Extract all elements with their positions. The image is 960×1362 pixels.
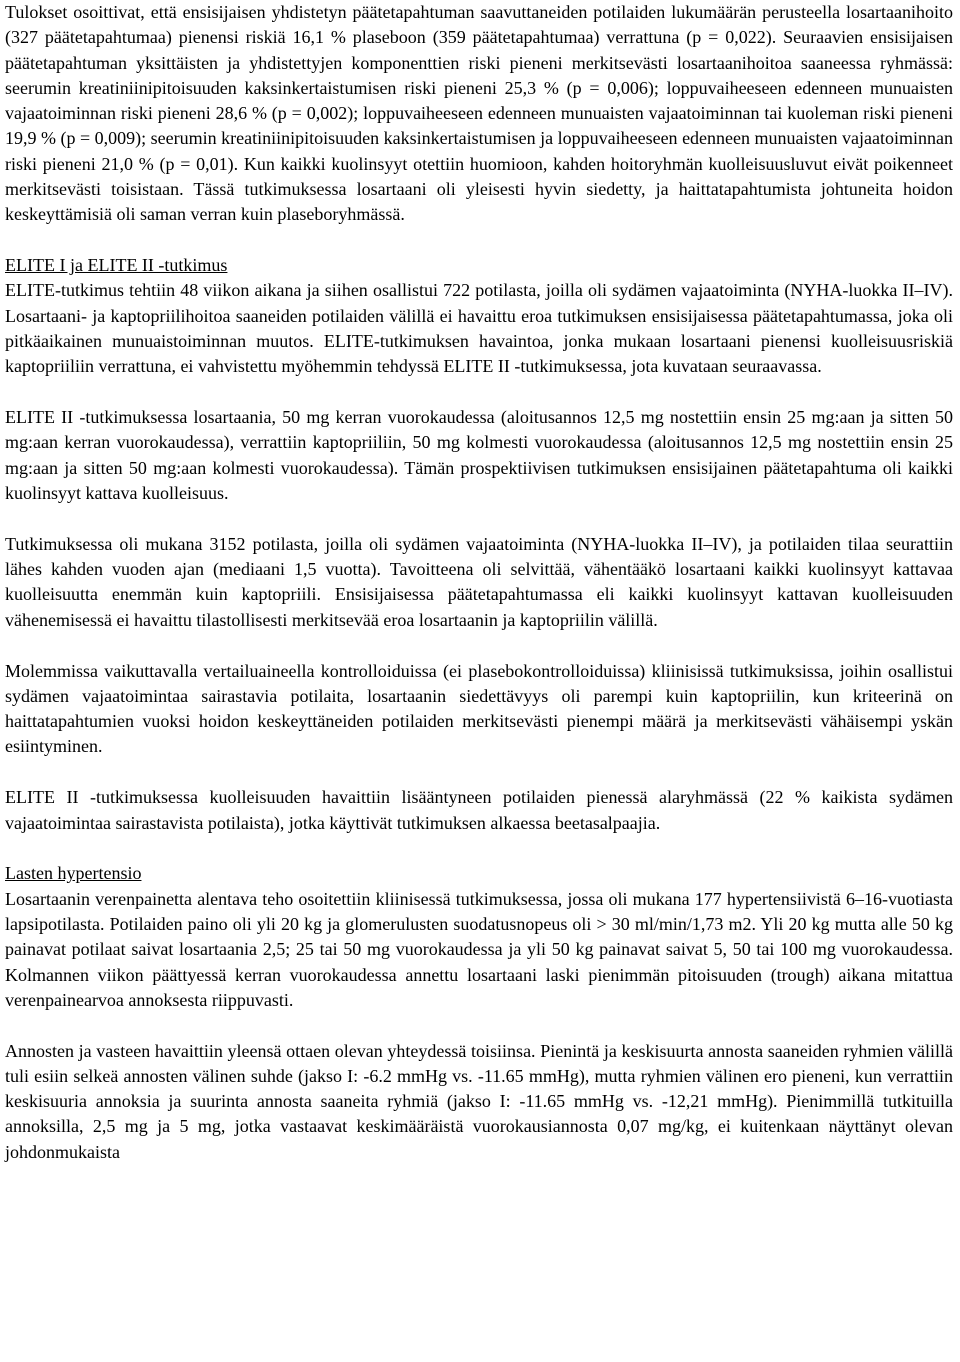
section-pediatric — [5, 861, 953, 1013]
heading-elite: ELITE I ja ELITE II -tutkimus — [5, 255, 228, 276]
paragraph-dose-response: Annosten ja vasteen havaittiin yleensä ottaen olevan yhteydessä toisiinsa. Pienintä ja keskisuurta annosta saaneiden ryhmien välillä tuli esiin selkeä annosten välinen suhde (jakso I: -6.2 mmHg vs. -11.65 mmHg), mutta ryhmien välinen ero pieneni, kun verrattiin keskisuuria annoksia ja suurinta annosta saaneita ryhmiä (jakso I: -11.65 mmHg vs. -12,21 mmHg). Pienimmillä tutkituilla annoksilla, 2,5 mg ja 5 mg, jotka vastaavat keskimääräistä vuorokausiannosta 0,07 mg/kg, ei kuitenkaan näyttänyt olevan johdonmukaista — [5, 1040, 953, 1162]
paragraph-elite-intro: ELITE-tutkimus tehtiin 48 viikon aikana ja siihen osallistui 722 potilasta, joilla oli sydämen vajaatoiminta (NYHA-luokka II–IV). Losartaani- ja kaptopriilihoitoa saaneiden potilaiden välillä ei havaittu eroa tutkimuksen ensisijaisessa päätetapahtumassa, joka oli pitkäaikainen munuaistoiminnan muutos. ELITE-tutkimuksen havaintoa, jonka mukaan losartaani pienensi kuolleisuusriskiä kaptopriiliin verrattuna, ei vahvistettu myöhemmin tehdyssä ELITE II -tutkimuksessa, jota kuvataan seuraavassa. — [5, 280, 953, 377]
paragraph-pediatric-study: Losartaanin verenpainetta alentava teho osoitettiin kliinisessä tutkimuksessa, jossa oli mukana 177 hypertensiivistä 6–16-vuotiasta lapsipotilasta. Potilaiden paino oli yli 20 kg ja glomerulusten suodatusnopeus oli > 30 ml/min/1,73 m2. Yli 20 kg mutta alle 50 kg painavat potilaat saivat losartaania 2,5; 25 tai 50 mg vuorokaudessa ja yli 50 kg painavat saivat 5, 50 tai 100 mg vuorokaudessa. Kolmannen viikon päättyessä kerran vuorokaudessa annettu losartaani laski pienimmän pitoisuuden (trough) aikana mitattua verenpainearvoa annoksesta riippuvasti. — [5, 888, 953, 1010]
paragraph-results: Tulokset osoittivat, että ensisijaisen yhdistetyn päätetapahtuman saavuttaneiden potilaiden lukumäärän perusteella losartaanihoito (327 päätetapahtumaa) pienensi riskiä 16,1 % plaseboon (359 päätetapahtumaa) verrattuna (p = 0,022). Seuraavien ensisijaisen päätetapahtuman yksittäisten ja yhdistettyjen komponenttien riski pieneni merkitsevästi losartaanihoitoa saaneessa ryhmässä: seerumin kreatiniinipitoisuuden kaksinkertaistumisen riski pieneni 25,3 % (p = 0,006); loppuvaiheeseen edenneen munuaisten vajaatoiminnan riski pieneni 28,6 % (p = 0,002); loppuvaiheeseen edenneen munuaisten vajaatoiminnan tai kuoleman riski pieneni 19,9 % (p = 0,009); seerumin kreatiniinipitoisuuden kaksinkertaistumisen ja loppuvaiheeseen edenneen munuaisten vajaatoiminnan riski pieneni 21,0 % (p = 0,01). Kun kaikki kuolinsyyt otettiin huomioon, kahden hoitoryhmän kuolleisuusluvut eivät poikenneet merkitsevästi toisistaan. Tässä tutkimuksessa losartaani oli yleisesti hyvin siedetty, ja haittatapahtumista johtuneita hoidon keskeyttämisiä oli saman verran kuin plaseboryhmässä. — [5, 2, 953, 225]
paragraph-elite-ii-dosing: ELITE II -tutkimuksessa losartaania, 50 mg kerran vuorokaudessa (aloitusannos 12,5 mg nostettiin ensin 25 mg:aan ja sitten 50 mg:aan kerran vuorokaudessa), verrattiin kaptopriiliin, 50 mg kolmesti vuorokaudessa (aloitusannos 12,5 mg nostettiin ensin 25 mg:aan ja sitten 50 mg:aan kolmesti vuorokaudessa). Tämän prospektiivisen tutkimuksen ensisijainen päätetapahtuma oli kaikki kuolinsyyt kattava kuolleisuus. — [5, 407, 953, 504]
paragraph-elite-ii-patients: Tutkimuksessa oli mukana 3152 potilasta, joilla oli sydämen vajaatoiminta (NYHA-luokka II–IV), ja potilaiden tilaa seurattiin lähes kahden vuoden ajan (mediaani 1,5 vuotta). Tavoitteena oli selvittää, vähentääkö losartaani kaikki kuolinsyyt kattavaa kuolleisuutta enemmän kuin kaptopriili. Ensisijaisessa päätetapahtumassa eli kaikki kuolinsyyt kattavan kuolleisuuden vähenemisessä ei havaittu tilastollisesti merkitsevää eroa losartaanin ja kaptopriilin välillä. — [5, 533, 953, 630]
paragraph-beta-blockers: ELITE II -tutkimuksessa kuolleisuuden havaittiin lisääntyneen potilaiden pienessä alaryhmässä (22 % kaikista sydämen vajaatoimintaa sairastavista potilaista), jotka käyttivät tutkimuksen alkaessa beetasalpaajia. — [5, 787, 953, 833]
paragraph-tolerability: Molemmissa vaikuttavalla vertailuaineella kontrolloiduissa (ei plasebokontrolloiduissa) kliinisissä tutkimuksissa, joihin osallistui sydämen vajaatoimintaa sairastavia potilaita, losartaanin siedettävyys oli parempi kuin kaptopriilin, kun kriteerinä on haittatapahtumien vuoksi hoidon keskeyttäneiden potilaiden merkitsevästi pienempi määrä ja merkitsevästi vähäisempi yskän esiintyminen. — [5, 660, 953, 757]
section-elite — [5, 253, 953, 379]
heading-pediatric: Lasten hypertensio — [5, 863, 142, 884]
